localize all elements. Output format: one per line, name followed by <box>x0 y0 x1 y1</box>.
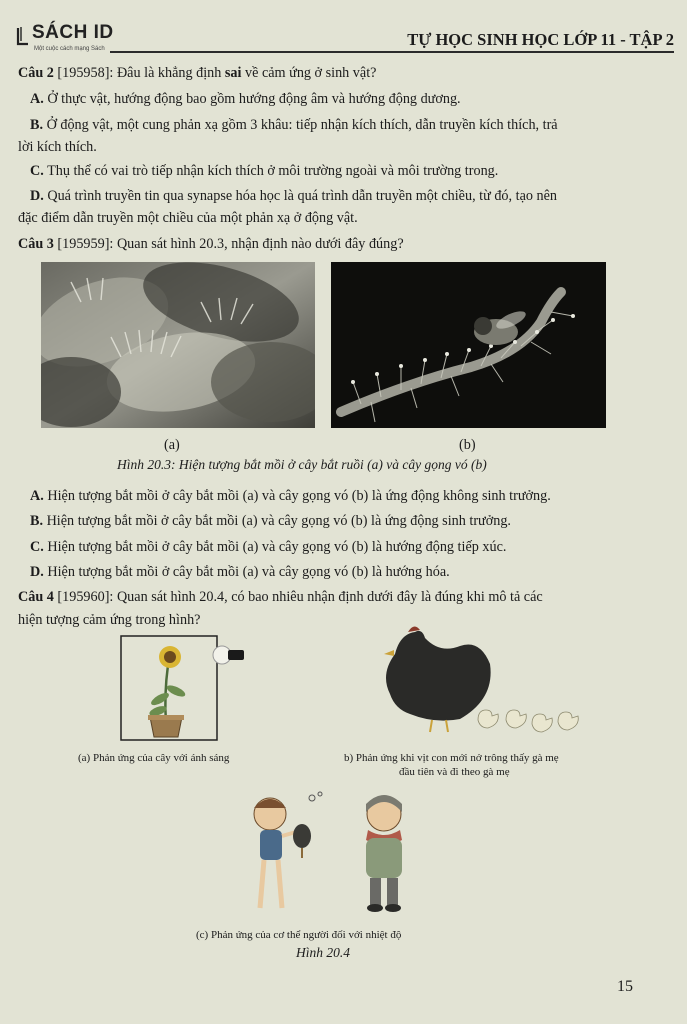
option-text: đặc điểm dẫn truyền một chiều của một phản xạ ở động vật. <box>18 210 358 226</box>
option-letter: D. <box>30 188 44 204</box>
question-3-prompt <box>18 235 404 253</box>
question-4-prompt-cont: hiện tượng cảm ứng trong hình? <box>18 612 201 628</box>
prompt-text: về cảm ứng ở sinh vật? <box>245 65 377 81</box>
page-header <box>14 20 674 56</box>
prompt-emphasis: sai <box>224 65 242 81</box>
option-text: Hiện tượng bắt mồi ở cây bắt mồi (a) và cây gọng vó (b) là hướng động tiếp xúc. <box>47 539 507 555</box>
option-text: Quá trình truyền tin qua synapse hóa học là quá trình dẫn truyền một chiều, từ đó, tạo nên <box>47 188 557 204</box>
venus-flytrap-photo <box>41 262 315 428</box>
page-number: 15 <box>617 978 633 995</box>
option-letter: D. <box>30 564 44 580</box>
sundew-photo <box>331 262 606 428</box>
q2-option-a <box>30 90 461 108</box>
prompt-text: Đâu là khẳng định <box>116 65 222 81</box>
option-letter: B. <box>30 513 44 529</box>
image-a-label: (a) <box>164 437 180 453</box>
logo-text: SÁCH ID <box>32 22 114 43</box>
header-divider <box>110 51 674 53</box>
figure-20-4b-caption: b) Phản ứng khi vịt con mới nở trông thấy gà mẹ <box>344 752 559 764</box>
plant-light-illustration <box>120 635 250 743</box>
option-letter: C. <box>30 163 44 179</box>
option-text: lời kích thích. <box>18 139 97 155</box>
q3-option-d <box>30 563 450 581</box>
question-2-prompt <box>18 64 376 82</box>
option-letter: C. <box>30 539 44 555</box>
option-letter: A. <box>30 488 44 504</box>
prompt-text: Quan sát hình 20.3, nhận định nào dưới đây đúng? <box>116 236 404 252</box>
option-text: Hiện tượng bắt mồi ở cây bắt mồi (a) và cây gọng vó (b) là ứng động không sinh trưởng. <box>47 488 551 504</box>
q2-option-d <box>30 187 557 205</box>
series-title: TỰ HỌC SINH HỌC LỚP 11 - TẬP 2 <box>407 30 674 49</box>
question-label: Câu 3 <box>18 236 54 252</box>
option-text: Ở động vật, một cung phản xạ gồm 3 khâu: tiếp nhận kích thích, dẫn truyền kích thích, trả <box>46 117 558 133</box>
figure-20-3-caption: Hình 20.3: Hiện tượng bắt mồi ở cây bắt ruồi (a) và cây gọng vó (b) <box>117 457 487 472</box>
q2-option-b-cont <box>18 138 97 156</box>
temperature-reaction-illustration <box>232 790 432 920</box>
book-icon <box>16 26 30 46</box>
question-id: [195959]: <box>57 236 114 252</box>
figure-20-4a-caption: (a) Phản ứng của cây với ánh sáng <box>78 752 230 764</box>
prompt-text: Quan sát hình 20.4, có bao nhiêu nhận định dưới đây là đúng khi mô tả các <box>116 589 543 605</box>
question-label: Câu 2 <box>18 65 54 81</box>
option-letter: B. <box>30 117 44 133</box>
figure-20-4-caption: Hình 20.4 <box>296 945 350 960</box>
q2-option-c <box>30 162 498 180</box>
q2-option-b <box>30 116 558 134</box>
option-text: Thụ thể có vai trò tiếp nhận kích thích ở môi trường ngoài và môi trường trong. <box>47 163 499 179</box>
question-id: [195958]: <box>57 65 114 81</box>
option-text: Hiện tượng bắt mồi ở cây bắt mồi (a) và cây gọng vó (b) là ứng động sinh trưởng. <box>46 513 511 529</box>
option-text: Hiện tượng bắt mồi ở cây bắt mồi (a) và cây gọng vó (b) là hướng hóa. <box>47 564 450 580</box>
logo-tagline: Một cuộc cách mạng Sách <box>34 46 105 52</box>
option-text: Ở thực vật, hướng động bao gồm hướng động âm và hướng động dương. <box>47 91 461 107</box>
figure-20-4c-caption: (c) Phản ứng của cơ thể người đối với nhiệt độ <box>196 929 402 941</box>
publisher-logo <box>14 20 124 54</box>
q3-option-a <box>30 487 551 505</box>
hen-ducklings-illustration <box>380 624 590 742</box>
image-b-label: (b) <box>459 437 476 453</box>
q2-option-d-cont <box>18 209 358 227</box>
question-label: Câu 4 <box>18 589 54 605</box>
question-id: [195960]: <box>57 589 114 605</box>
q3-option-b <box>30 512 511 530</box>
figure-20-4b-caption-cont: đầu tiên và đi theo gà mẹ <box>399 766 510 778</box>
question-4-prompt <box>18 588 543 606</box>
q3-option-c <box>30 538 506 556</box>
option-letter: A. <box>30 91 44 107</box>
